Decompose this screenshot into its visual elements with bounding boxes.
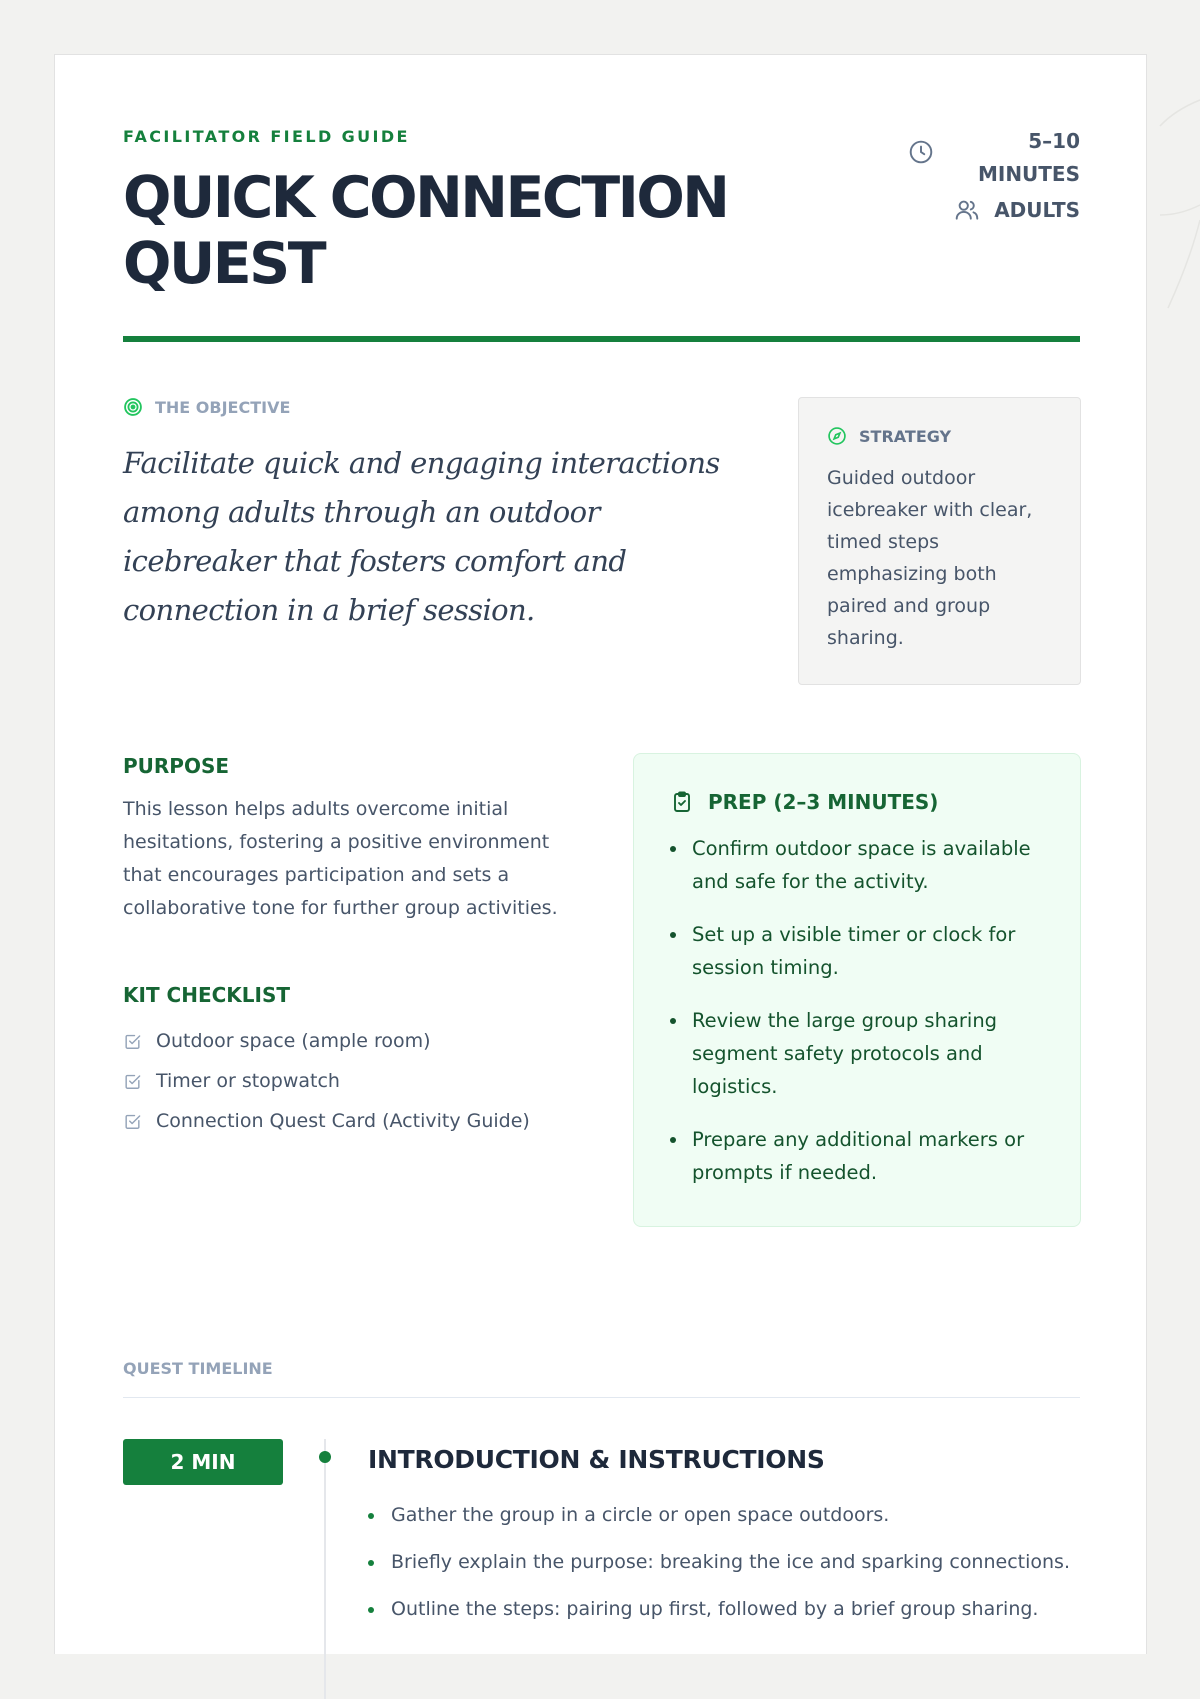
- kit-item-label: Outdoor space (ample room): [156, 1030, 431, 1052]
- prep-item: Review the large group sharing segment safety protocols and logistics.: [670, 1004, 1050, 1103]
- kit-item: [123, 1021, 530, 1061]
- timeline-line: [324, 1439, 326, 1699]
- target-icon: [123, 397, 143, 417]
- duration-label: 5–10 MINUTES: [977, 129, 1080, 186]
- prep-item: Prepare any additional markers or prompts if needed.: [670, 1123, 1050, 1189]
- prep-item: Confirm outdoor space is available and safe for the activity.: [670, 832, 1050, 898]
- objective-label: [123, 397, 290, 417]
- step-item: Gather the group in a circle or open space outdoors.: [368, 1499, 1080, 1532]
- timeline-dot: [319, 1451, 331, 1463]
- kit-item-label: Timer or stopwatch: [156, 1070, 340, 1092]
- timeline-label: QUEST TIMELINE: [123, 1359, 273, 1378]
- clock-icon: [908, 139, 934, 165]
- strategy-text: Guided outdoor icebreaker with clear, timed steps emphasizing both paired and group sharing.: [827, 467, 1033, 649]
- prep-list: [670, 832, 1050, 1189]
- audience-tag: [954, 195, 1080, 225]
- compass-icon: [827, 426, 847, 446]
- objective-label-text: THE OBJECTIVE: [155, 397, 291, 417]
- prep-heading: [670, 790, 1050, 814]
- step-list: [368, 1499, 1080, 1640]
- kit-item: [123, 1101, 530, 1141]
- strategy-label-text: STRATEGY: [859, 426, 952, 446]
- header-divider: [123, 336, 1080, 342]
- kit-heading: KIT CHECKLIST: [123, 983, 291, 1007]
- kit-item-label: Connection Quest Card (Activity Guide): [156, 1110, 530, 1132]
- step-item: Briefly explain the purpose: breaking the ice and sparking connections.: [368, 1546, 1080, 1579]
- step-item: Outline the steps: pairing up first, followed by a brief group sharing.: [368, 1593, 1080, 1626]
- strategy-panel: [798, 397, 1081, 685]
- prep-heading-text: PREP (2–3 MINUTES): [708, 790, 939, 814]
- checkbox-checked-icon: [123, 1072, 142, 1091]
- checkbox-checked-icon: [123, 1112, 142, 1131]
- session-meta: [880, 125, 1080, 235]
- timeline-divider: [123, 1397, 1080, 1398]
- strategy-label: [827, 426, 1060, 446]
- kit-checklist: [123, 1021, 530, 1141]
- guide-card: [54, 54, 1147, 1654]
- step-duration-badge: 2 MIN: [123, 1439, 283, 1485]
- prep-item: Set up a visible timer or clock for session timing.: [670, 918, 1050, 984]
- purpose-text: This lesson helps adults overcome initial hesitations, fostering a positive environment that encourages participation and sets a collaborative tone for further group activities.: [123, 798, 558, 919]
- page-title: QUICK CONNECTION QUEST: [123, 165, 728, 297]
- guide-kicker: FACILITATOR FIELD GUIDE: [123, 127, 410, 146]
- prep-panel: [633, 753, 1081, 1227]
- clipboard-check-icon: [670, 790, 694, 814]
- step-title: INTRODUCTION & INSTRUCTIONS: [368, 1445, 825, 1474]
- checkbox-checked-icon: [123, 1032, 142, 1051]
- objective-text: Facilitate quick and engaging interactions among adults through an outdoor icebreaker that fosters comfort and connection in a brief session.: [123, 446, 720, 627]
- purpose-heading: PURPOSE: [123, 754, 230, 778]
- kit-item: [123, 1061, 530, 1101]
- users-icon: [954, 197, 980, 223]
- audience-label: ADULTS: [994, 198, 1080, 222]
